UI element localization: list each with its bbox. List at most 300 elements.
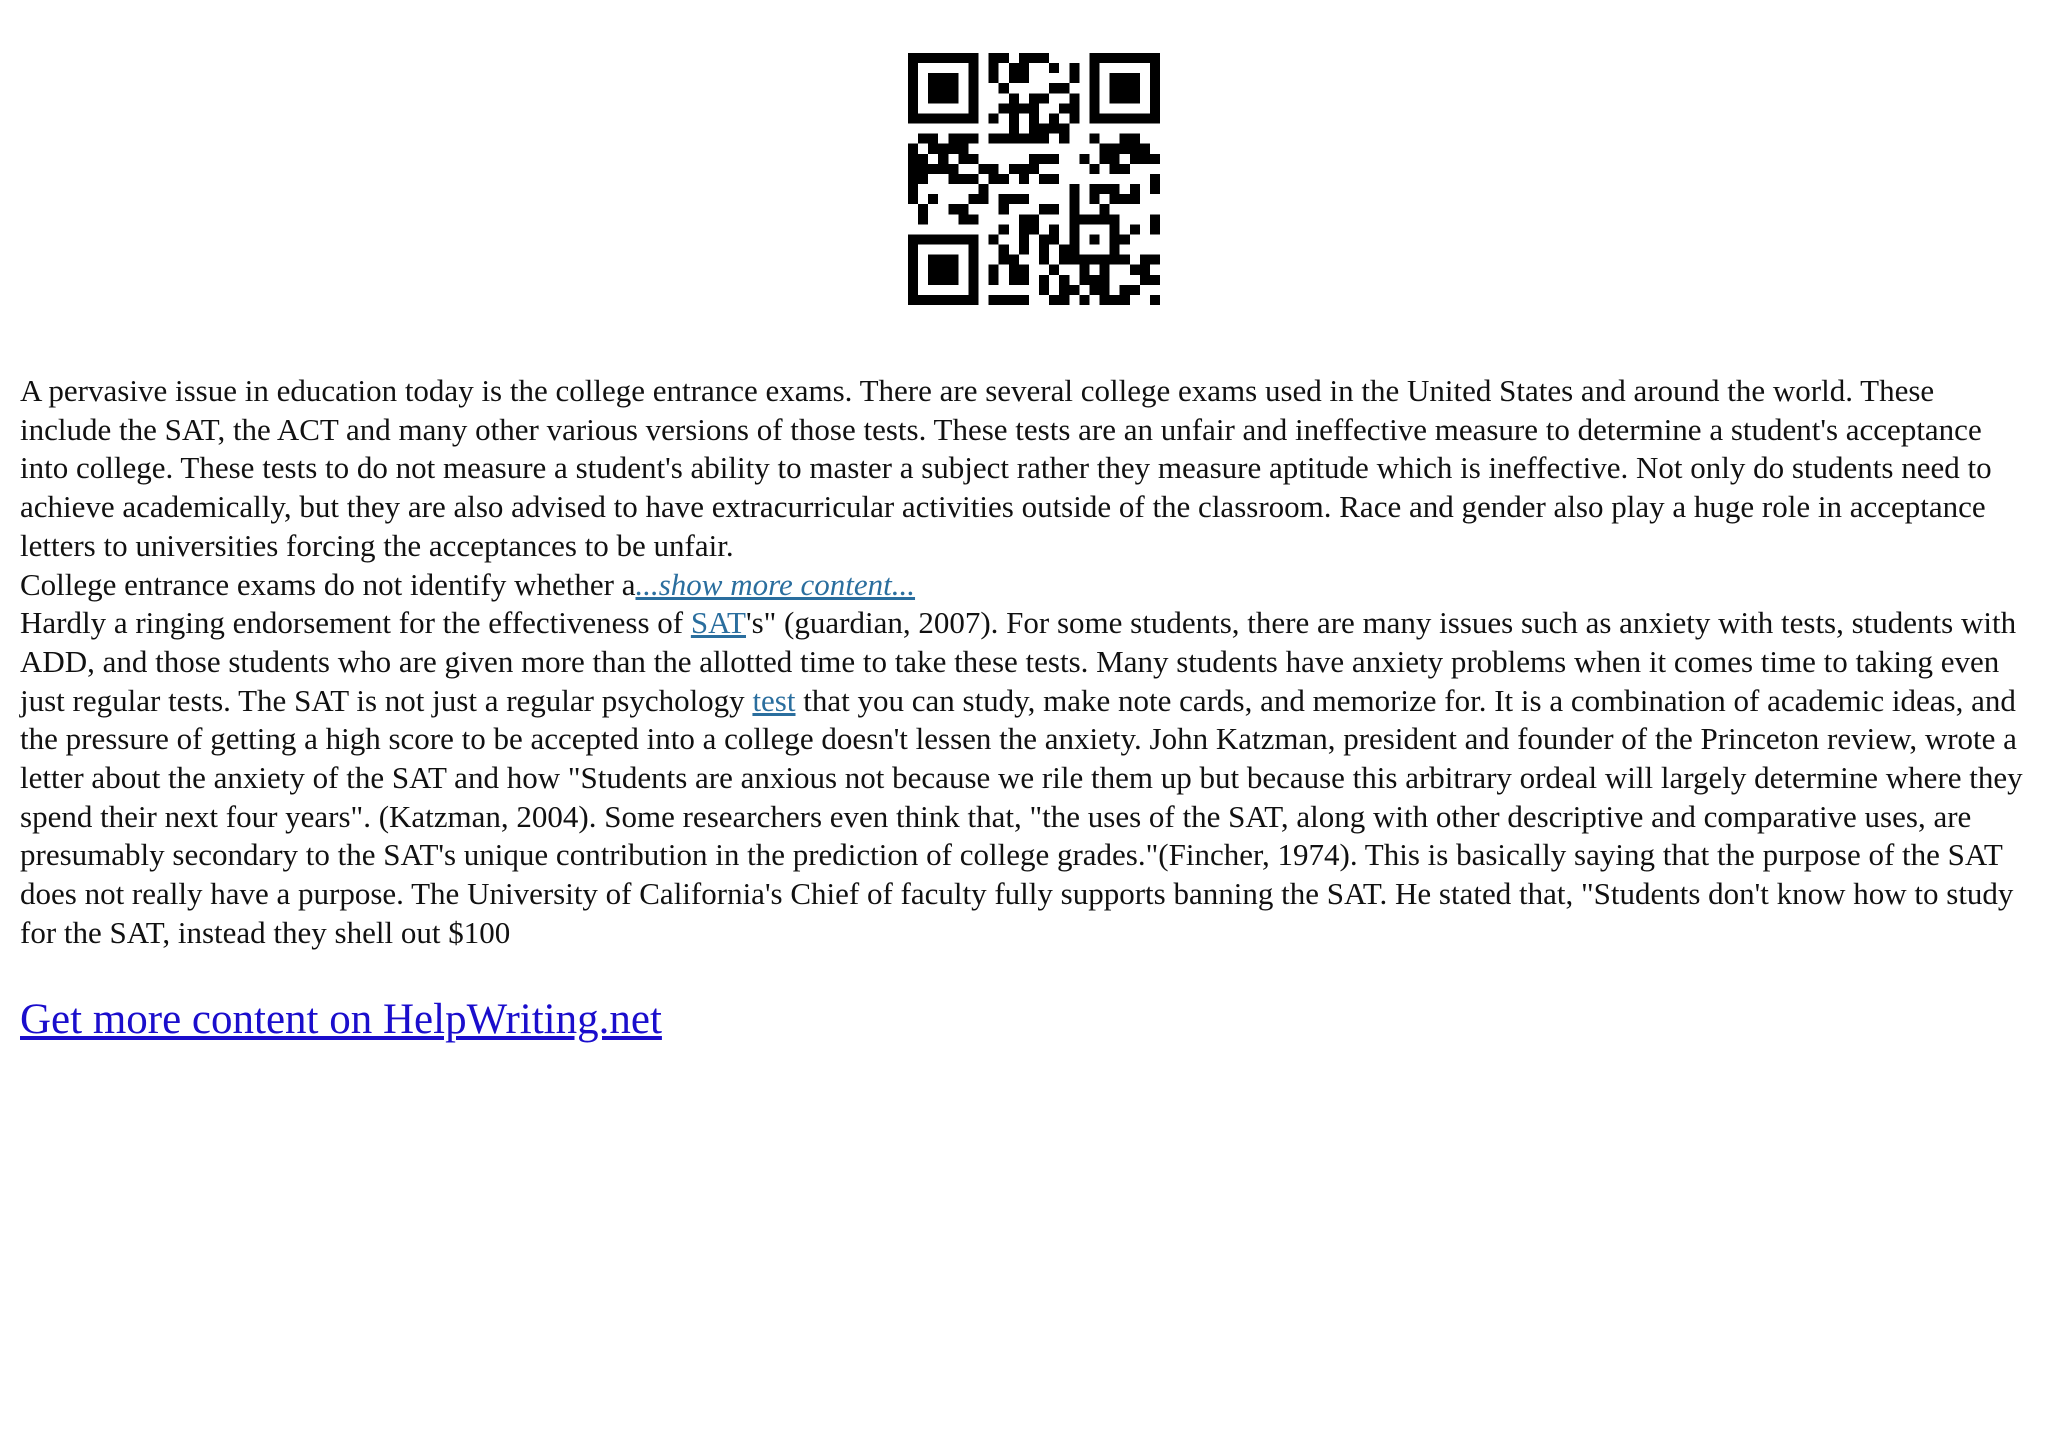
show-more-link[interactable]: ...show more content... [635,566,916,602]
qr-module [918,174,928,184]
qr-module [1089,255,1099,265]
excerpt-text-1: Hardly a ringing endorsement for the effectiveness of [20,605,691,641]
qr-module [1069,63,1079,73]
qr-module [908,255,918,265]
qr-module [968,214,978,224]
qr-module [908,73,918,83]
qr-module [1150,103,1160,113]
qr-module [908,184,918,194]
qr-module [1089,83,1099,93]
qr-module [1049,204,1059,214]
qr-module [1110,214,1120,224]
qr-module [1009,103,1019,113]
qr-module [918,53,928,63]
qr-module [938,275,948,285]
qr-module [1120,164,1130,174]
qr-module [1089,234,1099,244]
qr-module [968,245,978,255]
qr-module [1059,285,1069,295]
qr-module [1079,255,1089,265]
qr-module [918,204,928,214]
qr-module [968,255,978,265]
qr-module [979,164,989,174]
qr-module [1150,174,1160,184]
qr-module [1049,295,1059,305]
qr-module [989,295,999,305]
qr-module [948,275,958,285]
qr-module [1150,83,1160,93]
qr-module [989,63,999,73]
qr-module [1140,113,1150,123]
qr-module [928,83,938,93]
qr-module [908,113,918,123]
qr-module [1049,113,1059,123]
qr-module [1029,154,1039,164]
qr-module [979,194,989,204]
qr-module [1130,134,1140,144]
qr-module [1079,154,1089,164]
qr-module [1009,73,1019,83]
qr-module [928,113,938,123]
qr-module [918,134,928,144]
qr-module [1039,174,1049,184]
qr-module [938,73,948,83]
qr-module [938,265,948,275]
qr-module [999,224,1009,234]
qr-module [1150,93,1160,103]
qr-module [1130,144,1140,154]
qr-module [938,144,948,154]
qr-module [1120,93,1130,103]
qr-module [1110,53,1120,63]
qr-module [1029,113,1039,123]
qr-module [908,103,918,113]
qr-module [1100,154,1110,164]
qr-module [928,53,938,63]
qr-module [1009,265,1019,275]
qr-module [1120,234,1130,244]
qr-module [1089,275,1099,285]
qr-module [1089,214,1099,224]
qr-module [1110,224,1120,234]
qr-module [1150,214,1160,224]
qr-module [1089,63,1099,73]
qr-module [999,174,1009,184]
qr-module [1039,285,1049,295]
qr-module [1150,224,1160,234]
qr-code-icon [908,53,1160,305]
qr-module [1150,184,1160,194]
qr-module [928,73,938,83]
qr-module [1140,144,1150,154]
qr-module [1069,214,1079,224]
paragraph-teaser [20,566,2030,605]
qr-module [1019,295,1029,305]
qr-module [1150,295,1160,305]
qr-module [968,53,978,63]
qr-module [1100,53,1110,63]
qr-module [1029,93,1039,103]
qr-module [908,164,918,174]
qr-module [989,134,999,144]
qr-module [908,63,918,73]
qr-module [958,134,968,144]
excerpt-text-3: that you can study, make note cards, and memorize for. It is a combination of academic ideas, and the pressure of getting a high score to be accepted into a college doesn't lessen the anxiety. John Katzman, president and founder of the Princeton review, wrote a letter about the anxiety of the SAT and how "Students are anxious not because we rile them up but because this arbitrary ordeal will largely determine where they spend their next four years". (Katzman, 2004). Some researchers even think that, "the uses of the SAT, along with other descriptive and comparative uses, are presumably secondary to the SAT's unique contribution in the prediction of college grades."(Fincher, 1974). This is basically saying that the purpose of the SAT does not really have a purpose. The University of California's Chief of faculty fully supports banning the SAT. He stated that, "Students don't know how to study for the SAT, instead they shell out $100 [20,682,2023,950]
qr-module [1100,255,1110,265]
qr-module [1079,275,1089,285]
qr-module [1039,245,1049,255]
qr-module [1049,224,1059,234]
qr-module [918,113,928,123]
qr-module [908,83,918,93]
qr-module [1150,113,1160,123]
qr-module [1029,214,1039,224]
qr-module [908,144,918,154]
qr-module [1089,184,1099,194]
qr-module [1130,113,1140,123]
qr-module [948,295,958,305]
qr-module [1100,295,1110,305]
qr-module [918,164,928,174]
qr-module [1089,73,1099,83]
qr-module [1140,154,1150,164]
qr-module [1089,134,1099,144]
qr-module [1039,234,1049,244]
qr-module [1049,265,1059,275]
qr-module [1120,113,1130,123]
qr-module [968,234,978,244]
qr-module [1069,245,1079,255]
qr-module [1059,83,1069,93]
qr-module [1110,154,1120,164]
qr-module [1019,265,1029,275]
paragraph-excerpt [20,604,2030,952]
qr-module [958,53,968,63]
qr-module [938,234,948,244]
qr-module [999,295,1009,305]
qr-module [958,204,968,214]
qr-module [1029,103,1039,113]
qr-module [989,265,999,275]
qr-module [1019,73,1029,83]
qr-module [1019,134,1029,144]
qr-module [948,174,958,184]
teaser-text: College entrance exams do not identify whether a [20,566,636,602]
qr-module [1130,285,1140,295]
qr-module [958,174,968,184]
qr-module [918,214,928,224]
qr-module [1069,255,1079,265]
qr-module [968,134,978,144]
qr-module [908,93,918,103]
qr-module [999,245,1009,255]
qr-module [1019,63,1029,73]
qr-module [1009,93,1019,103]
qr-module [1120,255,1130,265]
qr-module [928,295,938,305]
qr-module [1039,53,1049,63]
qr-module [1029,224,1039,234]
qr-module [908,154,918,164]
qr-module [938,295,948,305]
qr-module [1069,113,1079,123]
qr-module [1130,93,1140,103]
qr-module [948,164,958,174]
qr-module [1009,63,1019,73]
qr-module [1140,265,1150,275]
qr-module [1019,164,1029,174]
qr-module [948,204,958,214]
qr-module [1049,174,1059,184]
qr-module [1049,63,1059,73]
qr-module [968,174,978,184]
qr-module [1069,103,1079,113]
qr-module [968,93,978,103]
qr-module [1059,295,1069,305]
qr-module [1019,214,1029,224]
qr-module [1059,103,1069,113]
qr-module [928,255,938,265]
qr-module [928,234,938,244]
qr-module [1069,204,1079,214]
qr-module [938,164,948,174]
article-body [20,372,2030,953]
qr-module [918,154,928,164]
qr-module [1049,154,1059,164]
qr-module [1009,134,1019,144]
qr-module [1140,53,1150,63]
qr-module [1110,164,1120,174]
qr-module [1150,275,1160,285]
qr-module [1110,245,1120,255]
qr-module [1069,73,1079,83]
qr-module [1089,285,1099,295]
qr-module [1089,194,1099,204]
qr-module [1130,73,1140,83]
qr-module [928,164,938,174]
qr-module [908,265,918,275]
qr-module [938,53,948,63]
qr-module [1140,255,1150,265]
qr-module [908,275,918,285]
qr-module [958,234,968,244]
qr-module [1100,285,1110,295]
qr-module [1100,144,1110,154]
qr-module [938,83,948,93]
qr-module [1009,255,1019,265]
qr-module [908,174,918,184]
qr-module [989,275,999,285]
qr-module [1009,295,1019,305]
qr-module [1069,93,1079,103]
qr-module [1009,194,1019,204]
qr-module [999,194,1009,204]
qr-module [1019,174,1029,184]
qr-module [999,255,1009,265]
qr-code [908,53,1160,305]
qr-module [1059,245,1069,255]
qr-module [908,285,918,295]
qr-module [968,73,978,83]
qr-module [1120,144,1130,154]
qr-module [1110,113,1120,123]
qr-module [1079,214,1089,224]
qr-module [1120,134,1130,144]
qr-module [968,103,978,113]
qr-module [1089,53,1099,63]
qr-module [1130,184,1140,194]
qr-module [989,53,999,63]
qr-module [948,53,958,63]
qr-module [1110,83,1120,93]
qr-module [1019,275,1029,285]
qr-module [928,275,938,285]
qr-module [928,194,938,204]
qr-module [1130,194,1140,204]
qr-module [1110,144,1120,154]
qr-module [1069,234,1079,244]
qr-module [1079,295,1089,305]
qr-module [1009,113,1019,123]
qr-module [1029,134,1039,144]
qr-module [1059,124,1069,134]
qr-module [1009,164,1019,174]
qr-module [958,295,968,305]
qr-module [1100,265,1110,275]
qr-module [938,93,948,103]
qr-module [1039,275,1049,285]
qr-module [1069,184,1079,194]
test-link[interactable]: test [752,682,796,718]
qr-module [1019,103,1029,113]
qr-module [908,194,918,204]
qr-module [999,83,1009,93]
qr-module [999,134,1009,144]
qr-module [1130,154,1140,164]
qr-module [979,184,989,194]
qr-module [1110,255,1120,265]
qr-module [948,255,958,265]
qr-module [1130,83,1140,93]
qr-module [1049,83,1059,93]
qr-module [1079,265,1089,275]
qr-module [968,194,978,204]
qr-module [968,63,978,73]
qr-module [968,265,978,275]
qr-module [1019,234,1029,244]
qr-module [938,154,948,164]
qr-module [1019,194,1029,204]
qr-module [908,245,918,255]
qr-module [1110,93,1120,103]
qr-module [999,103,1009,113]
qr-module [1029,164,1039,174]
qr-module [958,113,968,123]
qr-module [948,134,958,144]
qr-module [1059,255,1069,265]
qr-module [1039,204,1049,214]
sat-link[interactable]: SAT [690,605,746,641]
qr-module [1089,164,1099,174]
qr-module [1039,93,1049,103]
qr-module [958,144,968,154]
qr-module [1100,113,1110,123]
qr-module [968,113,978,123]
qr-module [999,204,1009,214]
qr-module [1100,204,1110,214]
qr-module [1069,224,1079,234]
qr-module [1110,295,1120,305]
qr-module [1130,224,1140,234]
qr-module [968,275,978,285]
qr-module [1120,83,1130,93]
qr-module [968,295,978,305]
qr-module [1110,194,1120,204]
qr-module [948,83,958,93]
qr-module [948,234,958,244]
qr-module [1019,53,1029,63]
qr-module [1110,184,1120,194]
qr-module [1039,255,1049,265]
qr-module [1089,113,1099,123]
qr-module [1039,124,1049,134]
qr-module [1120,285,1130,295]
qr-module [1069,194,1079,204]
qr-module [1049,234,1059,244]
qr-module [928,144,938,154]
qr-module [918,234,928,244]
qr-module [989,164,999,174]
qr-module [1029,124,1039,134]
qr-module [1089,93,1099,103]
qr-module [1009,275,1019,285]
qr-module [1100,184,1110,194]
qr-module [989,113,999,123]
qr-module [968,285,978,295]
qr-module [1150,73,1160,83]
qr-module [1120,73,1130,83]
qr-module [989,234,999,244]
qr-module [948,113,958,123]
qr-module [908,53,918,63]
excerpt-text-2: 's" (guardian, 2007). For some students, there are many issues such as anxiety with tests, students with ADD, and those students who are given more than the allotted time to take these tests. Many students have anxiety problems when it comes time to taking even just regular tests. The SAT is not just a regular psychology [20,605,2017,718]
qr-module [938,113,948,123]
qr-module [1049,124,1059,134]
qr-module [958,214,968,224]
qr-module [1120,53,1130,63]
qr-module [1089,103,1099,113]
qr-module [1110,73,1120,83]
qr-module [1069,285,1079,295]
qr-module [1150,255,1160,265]
qr-module [999,53,1009,63]
qr-module [1140,275,1150,285]
paragraph-intro: A pervasive issue in education today is the college entrance exams. There are several college exams used in the United States and around the world. These include the SAT, the ACT and many other various versions of those tests. These tests are an unfair and ineffective measure to determine a student's acceptance into college. These tests to do not measure a student's ability to master a subject rather they measure aptitude which is ineffective. Not only do students need to achieve academically, but they are also advised to have extracurricular activities outside of the classroom. Race and gender also play a huge role in acceptance letters to universities forcing the acceptances to be unfair. [20,373,1992,563]
qr-module [1120,295,1130,305]
qr-module [1059,275,1069,285]
qr-module [1110,234,1120,244]
qr-module [908,295,918,305]
qr-module [948,265,958,275]
qr-module [1039,134,1049,144]
qr-module [968,83,978,93]
qr-module [948,93,958,103]
get-more-content-link[interactable]: Get more content on HelpWriting.net [20,996,662,1043]
qr-module [1130,265,1140,275]
qr-module [1150,154,1160,164]
qr-module [1120,194,1130,204]
qr-module [918,295,928,305]
